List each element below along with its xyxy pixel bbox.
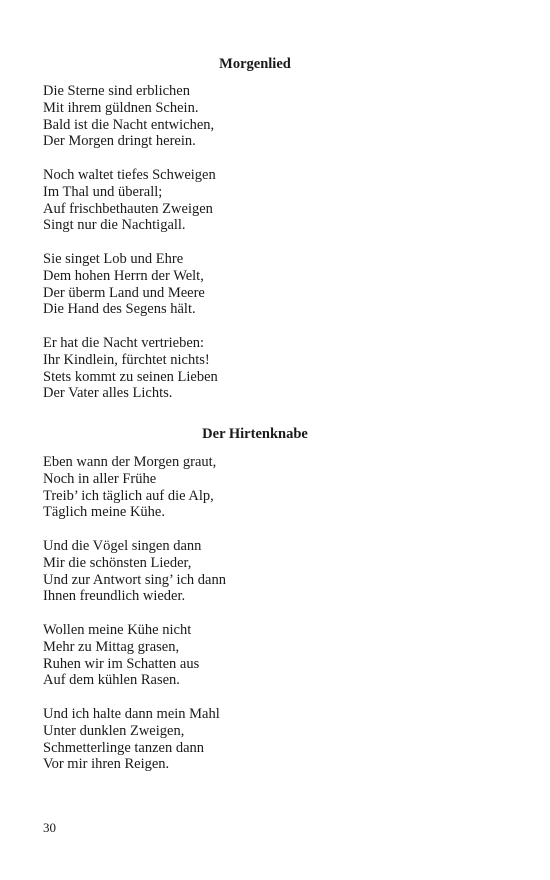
verse-line: Noch waltet tiefes Schweigen <box>43 166 216 183</box>
verse-line: Ihnen freundlich wieder. <box>43 588 186 605</box>
verse-line: Treib’ ich täglich auf die Alp, <box>43 487 214 504</box>
poem-title-morgenlied: Morgenlied <box>219 56 291 72</box>
stanza <box>43 167 483 234</box>
verse-line: Mir die schönsten Lieder, <box>43 554 192 571</box>
verse-line: Vor mir ihren Reigen. <box>43 756 170 773</box>
verse-line: Ruhen wir im Schatten aus <box>43 655 200 672</box>
verse-line: Der Vater alles Lichts. <box>43 385 173 402</box>
verse-line: Noch in aller Frühe <box>43 470 157 487</box>
verse-line: Die Hand des Segens hält. <box>43 301 196 318</box>
stanza <box>43 454 483 521</box>
poem-title-der-hirtenknabe: Der Hirtenknabe <box>202 426 308 442</box>
verse-line: Und ich halte dann mein Mahl <box>43 705 220 722</box>
verse-line: Singt nur die Nachtigall. <box>43 217 186 234</box>
verse-line: Stets kommt zu seinen Lieben <box>43 368 218 385</box>
stanza <box>43 251 483 318</box>
verse-line: Mit ihrem güldnen Schein. <box>43 99 199 116</box>
verse-line: Und zur Antwort sing’ ich dann <box>43 571 226 588</box>
page-number: 30 <box>43 820 56 835</box>
verse-line: Sie singet Lob und Ehre <box>43 250 184 267</box>
poem-morgenlied <box>43 83 483 419</box>
stanza <box>43 335 483 402</box>
verse-line: Er hat die Nacht vertrieben: <box>43 334 205 351</box>
verse-line: Im Thal und überall; <box>43 183 163 200</box>
verse-line: Bald ist die Nacht entwichen, <box>43 116 215 133</box>
verse-line: Auf dem kühlen Rasen. <box>43 672 180 689</box>
stanza <box>43 706 483 773</box>
stanza <box>43 538 483 605</box>
verse-line: Auf frischbethauten Zweigen <box>43 200 213 217</box>
verse-line: Und die Vögel singen dann <box>43 537 202 554</box>
verse-line: Der überm Land und Meere <box>43 284 205 301</box>
verse-line: Der Morgen dringt herein. <box>43 133 196 150</box>
verse-line: Schmetterlinge tanzen dann <box>43 739 205 756</box>
verse-line: Die Sterne sind erblichen <box>43 83 190 99</box>
verse-line: Wollen meine Kühe nicht <box>43 621 192 638</box>
verse-line: Ihr Kindlein, fürchtet nichts! <box>43 351 210 368</box>
verse-line: Täglich meine Kühe. <box>43 504 165 521</box>
verse-line: Unter dunklen Zweigen, <box>43 722 185 739</box>
poem-der-hirtenknabe <box>43 454 483 790</box>
verse-line: Eben wann der Morgen graut, <box>43 454 217 470</box>
stanza <box>43 83 483 150</box>
verse-line: Mehr zu Mittag grasen, <box>43 638 180 655</box>
verse-line: Dem hohen Herrn der Welt, <box>43 267 204 284</box>
stanza <box>43 622 483 689</box>
